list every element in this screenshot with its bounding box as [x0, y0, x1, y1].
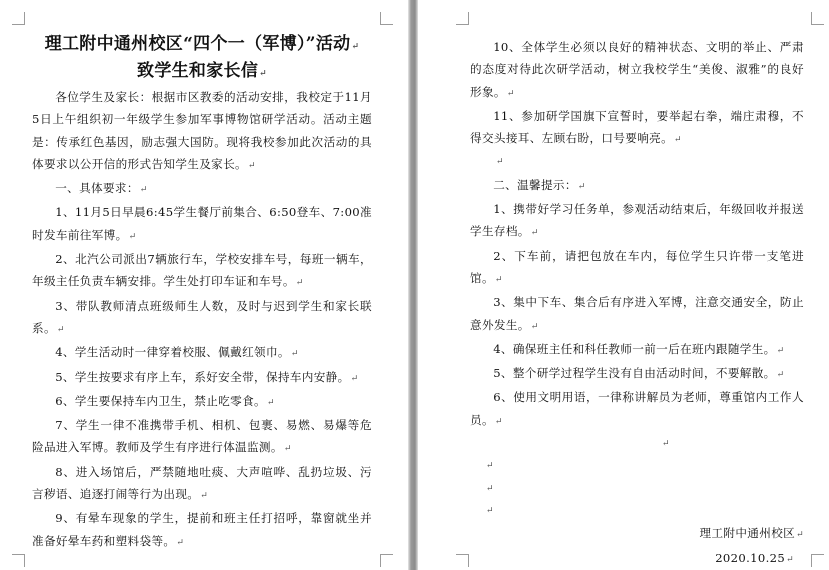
page-left-text[interactable]	[32, 32, 372, 554]
paragraph-mark-icon: ↵	[662, 439, 670, 450]
paragraph-mark-icon: ↵	[283, 444, 292, 455]
paragraph-mark-icon: ↵	[248, 160, 256, 171]
paragraph-mark-icon: ↵	[266, 397, 275, 408]
signature-school: 理工附中通州校区↵	[699, 526, 804, 541]
list-item: 10、全体学生必须以良好的精神状态、文明的举止、严肃的态度对待此次研学活动，树立我校学生“美俊、淑雅”的良好形象。↵	[470, 40, 804, 99]
paragraph-mark-icon: ↵	[486, 461, 494, 472]
paragraph-mark-icon: ↵	[176, 537, 185, 548]
section-heading-tips: 二、温馨提示：↵	[493, 177, 586, 192]
list-item: 6、使用文明用语，一律称讲解员为老师，尊重馆内工作人员。↵	[470, 390, 804, 427]
list-item: 1、11月5日早晨6:45学生餐厅前集合、6:50登车、7:00准时发车前往军博。↵	[32, 205, 372, 242]
paragraph-mark-icon: ↵	[577, 181, 586, 192]
paragraph-mark-icon: ↵	[128, 231, 137, 242]
paragraph-mark-icon: ↵	[494, 416, 503, 427]
list-item: 4、学生活动时一律穿着校服、佩戴红领巾。↵	[55, 345, 299, 360]
paragraph-mark-icon: ↵	[506, 88, 515, 99]
paragraph-mark-icon: ↵	[350, 373, 359, 384]
paragraph-mark-icon: ↵	[494, 274, 503, 285]
crop-mark-top-left	[12, 12, 25, 25]
paragraph-mark-icon: ↵	[290, 349, 299, 360]
title-line-1: 理工附中通州校区“四个一（军博）”活动	[44, 34, 351, 54]
paragraph-mark-icon: ↵	[259, 69, 267, 79]
intro-paragraph: 各位学生及家长：根据市区教委的活动安排，我校定于11月5日上午组织初一年级学生参加军事博物馆研学活动。活动主题是：传承红色基因，励志强大国防。现将我校参加此次活动的具体要求以公开信的形式告知学生及家长。↵	[32, 90, 372, 171]
list-item: 9、有晕车现象的学生，提前和班主任打招呼，靠窗就坐并准备好晕车药和塑料袋等。↵	[32, 511, 372, 548]
empty-paragraph	[470, 500, 804, 522]
list-item: 5、整个研学过程学生没有自由活动时间，不要解散。↵	[493, 366, 785, 381]
list-item: 7、学生一律不准携带手机、相机、包裹、易燃、易爆等危险品进入军博。教师及学生有序进行体温监测。↵	[32, 418, 372, 455]
empty-paragraph	[470, 478, 804, 500]
paragraph-mark-icon: ↵	[56, 324, 65, 335]
paragraph-mark-icon: ↵	[200, 491, 209, 502]
crop-mark-top-right	[380, 12, 393, 25]
paragraph-mark-icon: ↵	[351, 42, 360, 52]
crop-mark-top-right	[811, 12, 824, 25]
signature-date: 2020.10.25↵	[715, 550, 794, 565]
empty-paragraph	[470, 433, 804, 455]
list-item: 3、集中下车、集合后有序进入军博，注意交通安全，防止意外发生。↵	[470, 295, 804, 332]
paragraph-mark-icon: ↵	[530, 228, 539, 239]
paragraph-mark-icon: ↵	[496, 157, 504, 168]
paragraph-mark-icon: ↵	[776, 345, 785, 356]
list-item: 2、北汽公司派出7辆旅行车，学校安排车号，每班一辆车，年级主任负责车辆安排。学生处打印车证和车号。↵	[32, 252, 372, 289]
paragraph-mark-icon: ↵	[674, 135, 682, 146]
section-heading-requirements: 一、具体要求：↵	[55, 181, 148, 196]
list-item: 3、带队教师清点班级师生人数，及时与迟到学生和家长联系。↵	[32, 298, 372, 335]
crop-mark-bottom-right	[380, 554, 393, 567]
list-item: 5、学生按要求有序上车，系好安全带，保持车内安静。↵	[55, 369, 359, 384]
paragraph-mark-icon: ↵	[776, 370, 785, 381]
paragraph-mark-icon: ↵	[139, 185, 148, 196]
list-item: 11、参加研学国旗下宣誓时，要举起右拳，端庄肃穆，不得交头接耳、左顾右盼，口号要响亮。↵	[470, 108, 804, 146]
empty-paragraph	[470, 455, 804, 477]
paragraph-mark-icon: ↵	[786, 554, 794, 565]
title-line-2: 致学生和家长信	[137, 61, 259, 81]
crop-mark-top-left	[456, 12, 469, 25]
paragraph-mark-icon: ↵	[486, 505, 494, 516]
page-right-text[interactable]	[470, 36, 804, 570]
crop-mark-bottom-left	[12, 554, 25, 567]
paragraph-mark-icon: ↵	[486, 483, 494, 494]
page-gutter-divider	[408, 0, 418, 570]
list-item: 6、学生要保持车内卫生，禁止吃零食。↵	[55, 393, 275, 408]
letter-title	[32, 32, 372, 86]
crop-mark-bottom-right	[811, 554, 824, 567]
empty-paragraph	[470, 151, 804, 173]
paragraph-mark-icon: ↵	[796, 530, 804, 541]
paragraph-mark-icon: ↵	[295, 278, 304, 289]
list-item: 2、下车前，请把包放在车内，每位学生只许带一支笔进馆。↵	[470, 248, 804, 285]
list-item: 8、进入场馆后，严禁随地吐痰、大声喧哗、乱扔垃圾、污言秽语、追逐打闹等行为出现。↵	[32, 464, 372, 502]
list-item: 4、确保班主任和科任教师一前一后在班内跟随学生。↵	[493, 341, 785, 356]
list-item: 1、携带好学习任务单，参观活动结束后，年级回收并报送学生存档。↵	[470, 202, 804, 239]
document-page-right	[418, 0, 829, 570]
paragraph-mark-icon: ↵	[530, 321, 539, 332]
crop-mark-bottom-left	[456, 554, 469, 567]
document-page-left	[0, 0, 408, 570]
